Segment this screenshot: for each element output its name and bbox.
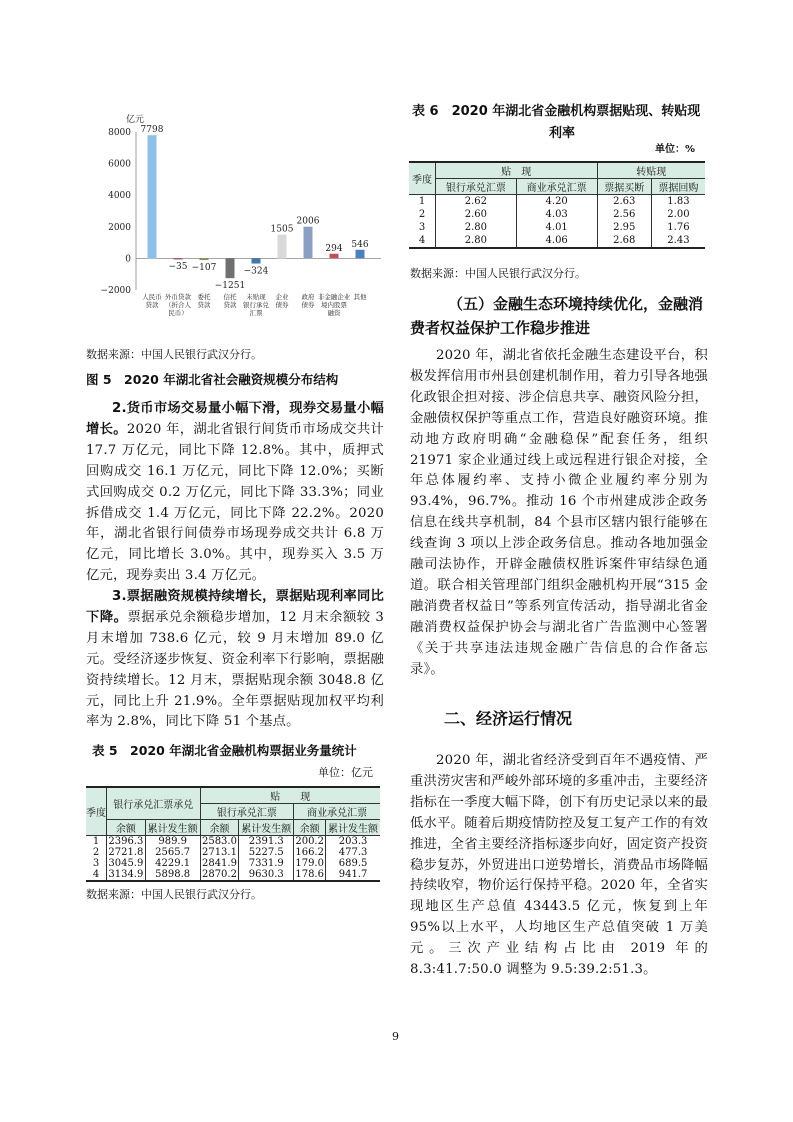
t6-cell: 4.03 [516,208,597,221]
t5-cell: 2583.0 [201,836,237,847]
t6-row [409,221,705,234]
t6-row [409,208,705,221]
y-tick-label: 2000 [108,222,131,233]
bar-value-label: −35 [168,261,188,272]
bar-1 [148,135,157,258]
bar-value-label: −1251 [214,281,246,292]
t5-header-bank: 银行承兑汇票 [200,804,294,820]
t6-cell: 2.80 [436,234,517,248]
t6-cell: 4 [409,234,436,248]
category-label: 非金融企业境内股票融资 [317,293,351,317]
t5-cell: 941.7 [338,869,368,880]
t6-cell: 2.63 [597,195,651,209]
t6-row [409,234,705,248]
section-title-ecosystem: （五）金融生态环境持续优化，金融消费者权益保护工作稳步推进 [410,295,704,337]
table5-caption: 表 5 2020 年湖北省金融机构票据业务量统计 [92,743,357,758]
t5-row [86,847,380,858]
t5-cell: 2396.3 [108,836,144,847]
bar-2 [174,258,183,259]
paragraph-body: 2020 年，湖北省银行间货币市场成交共计 17.7 万亿元，同比下降 12.8%。其中，质押式回购成交 16.1 万亿元，同比下降 12.0%；买断式回购成交 0.2 万亿元，同比下降 33.3%；同业拆借成交 1.4 万亿元，同比下降 22.2%。2020 年，湖北省银行间债券市场现券成交共计 6.8 万亿元，同比增长 3.0%。其中，现券买入 3.5 万亿元，现券卖出 3.4 万亿元。 [86,421,384,584]
paragraph-bill-financing [86,587,384,733]
t5-cell: 2721.8 [108,847,144,858]
paragraph-heading: 3.票据融资规模持续增长，票据贴现利率同比下降。 [86,589,384,625]
t6-cell: 2.00 [667,209,690,220]
t5-row [86,858,380,869]
t5-header-comm: 商业承兑汇票 [294,804,380,820]
t6-cell: 1.83 [667,196,690,207]
t5-cell: 689.5 [338,858,368,869]
t5-header-season: 季度 [86,787,107,836]
t6-cell: 2.68 [597,234,651,248]
bar-value-label: 294 [325,243,343,254]
bar-5 [252,258,261,263]
t5-cell: 5227.5 [239,847,294,858]
t5-cell: 5898.8 [145,869,200,881]
table6-discount-rates [409,161,705,249]
t5-cell: 203.3 [338,836,368,847]
t5-cell: 7331.9 [239,858,294,869]
category-label: 人民币贷款 [142,293,162,309]
t6-header-bank: 银行承兑汇票 [436,179,517,195]
t6-cell: 2.60 [436,208,517,221]
category-label: 政府债券 [301,293,315,309]
t6-header-repo: 票据回购 [658,183,699,194]
category-label: 其他 [353,293,367,301]
paragraph-money-market [86,399,384,587]
t6-header-season: 季度 [409,162,436,195]
table6-caption: 表 6 2020 年湖北省金融机构票据贴现、转贴现 [412,104,701,119]
bar-value-label: 1505 [270,224,294,235]
bar-value-label: −324 [243,266,269,277]
t5-cell: 9630.3 [239,869,294,881]
paragraph-ecosystem: 2020 年，湖北省依托金融生态建设平台，积极发挥信用市州县创建机制作用，着力引导各地强化政银企担对接、涉企信息共享、融资风险分担，金融债权保护等重点工作，营造良好融资环境。推动地方政府明确“金融稳保”配套任务，组织 21971 家企业通过线上或远程进行银企对接，全年总体履约率、支持小微企业履约率分别为 93.4%，96.7%。推动 16 个市州建成涉企政务信息在线共享机制，84 个县市区辖内银行能够在线查询 3 项以上涉企政务信息。推动各地加强金融司法协作，开辟金融债权胜诉案件审结绿色通道。联合相关管理部门组织金融机构开展“315 金融消费者权益日”等系列宣传活动，指导湖北省金融消费权益保护协会与湖北省广告监测中心签署《关于共享违法违规金融广告信息的合作备忘录》。 [410,348,708,677]
page-number: 9 [392,1030,399,1043]
chart-source: 数据来源：中国人民银行武汉分行。 [86,348,262,361]
t6-header-buy: 票据买断 [597,179,651,195]
t5-cell: 200.2 [295,836,324,847]
t6-cell: 4.20 [516,195,597,209]
t5-cell: 3 [86,858,107,869]
t5-cell: 178.6 [295,869,324,880]
t5-header-accept: 银行承兑汇票承兑 [107,787,201,820]
table5-unit: 单位：亿元 [318,766,373,779]
bar-4 [226,258,235,278]
t6-cell: 2.43 [667,235,690,246]
t5-cell: 166.2 [295,847,324,858]
t6-cell: 1 [409,195,436,209]
paragraph-economy: 2020 年，湖北省经济受到百年不遇疫情、严重洪涝灾害和严峻外部环境的多重冲击，主要经济指标在一季度大幅下降，创下有历史记录以来的最低水平。随着后期疫情防控及复工复产工作的有效推进，全省主要经济指标逐步向好，固定资产投资稳步复苏，外贸进出口逆势增长，消费品市场降幅持续收窄，物价运行保持平稳。2020 年，全省实现地区生产总值 43443.5 亿元，恢复到上年 95%以上水平，人均地区生产总值突破 1 万美元。三次产业结构占比由 2019 年的 8.3:41.7:50.0 调整为 9.5:39.2:51.3。 [410,753,708,978]
t6-cell: 2.80 [436,221,517,234]
t6-cell: 2.95 [597,221,651,234]
t6-cell: 2.62 [436,195,517,209]
bar-value-label: 546 [351,239,369,250]
paragraph-heading: 2.货币市场交易量小幅下滑，现券交易量小幅增长。 [86,401,384,437]
bar-3 [200,258,209,260]
t6-cell: 2.56 [597,208,651,221]
t5-cell: 1 [86,836,107,848]
bar-8 [330,254,339,259]
t6-header-discount: 贴 现 [436,162,598,179]
t5-cell: 3134.9 [108,869,144,880]
t5-cell: 2391.3 [239,836,294,848]
paragraph-body: 票据承兑余额稳步增加，12 月末余额较 3 月末增加 738.6 亿元，较 9 月末增加 89.0 亿元。受经济逐步恢复、资金利率下行影响，票据融资持续增长。12 月末，票据贴现余额 3048.8 亿元，同比上升 21.9%。全年票据贴现加权平均利率为 2.8%，同比下降 51 个基点。 [86,609,384,730]
bar-value-label: −107 [191,263,217,274]
t6-cell: 4.01 [516,221,597,234]
financing-structure-chart [86,110,386,330]
t5-header-cum: 累计发生额 [145,820,200,836]
category-label: 未贴现银行承兑汇票 [243,293,269,317]
t5-cell: 2 [86,847,107,858]
t5-cell: 2870.2 [201,869,237,880]
t5-row [86,869,380,881]
t5-header-cum: 累计发生额 [328,824,379,835]
bar-9 [356,250,365,259]
t6-header-comm: 商业承兑汇票 [516,179,597,195]
y-tick-label: 6000 [108,159,131,170]
t5-cell: 2713.1 [201,847,237,858]
t5-row [86,836,380,848]
t5-header-discount: 贴 现 [200,787,380,804]
t5-cell: 179.0 [295,858,324,869]
t5-cell: 4229.1 [145,858,200,869]
t5-cell: 477.3 [338,847,368,858]
figure-caption: 图 5 2020 年湖北省社会融资规模分布结构 [86,372,339,387]
table6-caption-cont: 利率 [549,126,576,141]
t6-header-rediscount: 转贴现 [597,162,705,179]
table5-source: 数据来源：中国人民银行武汉分行。 [86,888,262,901]
chart-y-unit: 亿元 [126,115,145,125]
t5-cell: 989.9 [145,836,200,848]
bar-value-label: 2006 [296,216,320,227]
section-title-economy: 二、经济运行情况 [444,709,573,728]
category-label: 企业债券 [275,293,289,309]
t6-row [409,195,705,209]
t5-header-cum: 累计发生额 [239,820,294,836]
y-tick-label: 0 [125,254,131,265]
t5-header-balance: 余额 [107,820,146,836]
t5-header-balance: 余额 [294,820,326,836]
t6-cell: 2 [409,208,436,221]
category-label: 信托贷款 [223,293,237,309]
bar-value-label: 7798 [140,125,164,136]
t5-cell: 3045.9 [108,858,144,869]
bar-6 [278,235,287,259]
t6-cell: 4.06 [516,234,597,248]
table5-bill-business [86,786,380,882]
t5-cell: 4 [86,869,107,881]
y-tick-label: 8000 [108,128,131,138]
category-label: 委托贷款 [197,293,211,309]
t5-cell: 2565.7 [145,847,200,858]
bar-7 [304,227,313,259]
y-tick-label: −2000 [100,286,131,296]
category-label: 外币贷款（折合人民币） [165,293,191,317]
table6-source: 数据来源：中国人民银行武汉分行。 [410,267,586,280]
t6-cell: 1.76 [667,222,690,233]
t5-header-balance: 余额 [200,820,239,836]
t5-cell: 2841.9 [201,858,237,869]
y-tick-label: 4000 [108,191,131,202]
table6-unit: 单位：% [655,144,696,155]
t6-cell: 3 [409,221,436,234]
